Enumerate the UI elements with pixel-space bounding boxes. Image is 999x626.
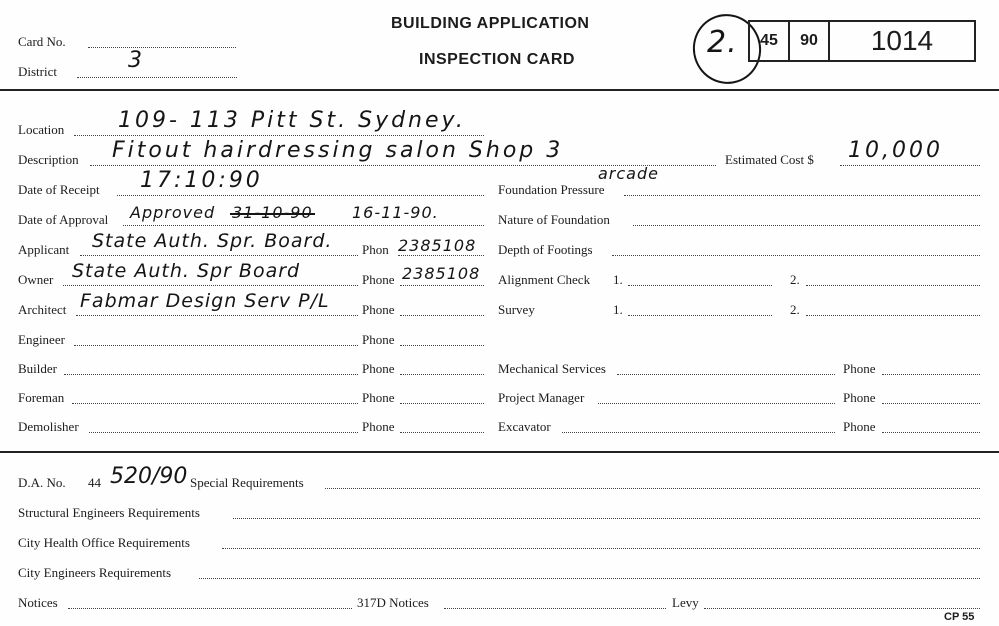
architect-phone-line xyxy=(400,315,484,316)
excavator-phone-label: Phone xyxy=(843,419,876,434)
architect-value: Fabmar Design Serv P/L xyxy=(80,290,330,312)
date-of-receipt-label: Date of Receipt xyxy=(18,182,100,197)
middle-rule xyxy=(0,451,999,453)
box-90: 90 xyxy=(788,20,830,62)
owner-phone-label: Phone xyxy=(362,272,395,287)
circled-number: 2. xyxy=(707,25,738,60)
notices-line xyxy=(68,608,352,609)
notices-317d-label: 317D Notices xyxy=(357,595,429,610)
foundation-pressure-line xyxy=(624,195,980,196)
applicant-phone-label: Phon xyxy=(362,242,389,257)
location-line xyxy=(74,135,484,136)
builder-phone-line xyxy=(400,374,484,375)
date-of-receipt-value: 17:10:90 xyxy=(140,168,263,193)
structural-requirements-line xyxy=(233,518,980,519)
owner-line xyxy=(63,285,358,286)
card-no-line xyxy=(88,47,236,48)
description-extra: arcade xyxy=(598,164,659,183)
description-value: Fitout hairdressing salon Shop 3 xyxy=(112,138,564,163)
date-of-approval-line xyxy=(123,225,484,226)
health-requirements-label: City Health Office Requirements xyxy=(18,535,190,550)
levy-label: Levy xyxy=(672,595,699,610)
location-label: Location xyxy=(18,122,65,137)
engineer-line xyxy=(74,345,358,346)
foreman-phone-label: Phone xyxy=(362,390,395,405)
mechanical-services-phone-label: Phone xyxy=(843,361,876,376)
project-manager-label: Project Manager xyxy=(498,390,585,405)
special-requirements-label: Special Requirements xyxy=(190,475,304,490)
struck-date: 31-10-90 xyxy=(232,203,313,222)
alignment-check-label: Alignment Check xyxy=(498,272,591,287)
engineer-phone-line xyxy=(400,345,484,346)
top-rule xyxy=(0,89,999,91)
health-requirements-line xyxy=(222,548,980,549)
excavator-label: Excavator xyxy=(498,419,551,434)
mechanical-services-line xyxy=(617,374,835,375)
da-prefix: 44 xyxy=(88,475,101,490)
nature-of-foundation-line xyxy=(633,225,980,226)
applicant-phone-line xyxy=(398,255,484,256)
owner-label: Owner xyxy=(18,272,54,287)
nature-of-foundation-label: Nature of Foundation xyxy=(498,212,610,227)
levy-line xyxy=(704,608,980,609)
district-line xyxy=(77,77,237,78)
approved-word: Approved xyxy=(130,203,216,222)
structural-requirements-label: Structural Engineers Requirements xyxy=(18,505,200,520)
notices-317d-line xyxy=(444,608,666,609)
estimated-cost-line xyxy=(840,165,980,166)
date-of-approval-label: Date of Approval xyxy=(18,212,109,227)
demolisher-label: Demolisher xyxy=(18,419,79,434)
mechanical-services-label: Mechanical Services xyxy=(498,361,606,376)
excavator-line xyxy=(562,432,835,433)
estimated-cost-value: 10,000 xyxy=(848,138,943,163)
applicant-value: State Auth. Spr. Board. xyxy=(92,230,333,252)
mechanical-services-phone-line xyxy=(882,374,980,375)
da-no-label: D.A. No. xyxy=(18,475,66,490)
survey-2: 2. xyxy=(790,302,800,317)
project-manager-phone-line xyxy=(882,403,980,404)
card-number-box: 1014 xyxy=(828,20,976,62)
box-45: 45 xyxy=(748,20,790,62)
alignment-check-1: 1. xyxy=(613,272,623,287)
architect-phone-label: Phone xyxy=(362,302,395,317)
architect-label: Architect xyxy=(18,302,67,317)
project-manager-line xyxy=(598,403,835,404)
alignment-check-1-line xyxy=(628,285,772,286)
date-of-receipt-line xyxy=(117,195,484,196)
builder-line xyxy=(64,374,358,375)
demolisher-line xyxy=(89,432,358,433)
title-line-1: BUILDING APPLICATION xyxy=(391,15,590,32)
project-manager-phone-label: Phone xyxy=(843,390,876,405)
survey-1-line xyxy=(628,315,772,316)
owner-phone: 2385108 xyxy=(402,264,481,283)
owner-phone-line xyxy=(400,285,484,286)
applicant-line xyxy=(80,255,358,256)
applicant-label: Applicant xyxy=(18,242,70,257)
card-no-label: Card No. xyxy=(18,34,66,49)
approval-date: 16-11-90. xyxy=(352,203,439,222)
location-value: 109- 113 Pitt St. Sydney. xyxy=(118,108,466,133)
foreman-label: Foreman xyxy=(18,390,65,405)
district-value: 3 xyxy=(128,48,145,73)
title-line-2: INSPECTION CARD xyxy=(419,51,575,68)
owner-value: State Auth. Spr Board xyxy=(72,260,301,282)
form-code: CP 55 xyxy=(944,611,975,623)
engineer-phone-label: Phone xyxy=(362,332,395,347)
notices-label: Notices xyxy=(18,595,58,610)
alignment-check-2-line xyxy=(806,285,980,286)
alignment-check-2: 2. xyxy=(790,272,800,287)
foreman-line xyxy=(72,403,358,404)
demolisher-phone-label: Phone xyxy=(362,419,395,434)
survey-1: 1. xyxy=(613,302,623,317)
district-label: District xyxy=(18,64,57,79)
applicant-phone: 2385108 xyxy=(398,236,477,255)
foreman-phone-line xyxy=(400,403,484,404)
description-label: Description xyxy=(18,152,79,167)
engineers-requirements-line xyxy=(199,578,980,579)
builder-label: Builder xyxy=(18,361,57,376)
survey-2-line xyxy=(806,315,980,316)
engineers-requirements-label: City Engineers Requirements xyxy=(18,565,172,580)
foundation-pressure-label: Foundation Pressure xyxy=(498,182,605,197)
depth-of-footings-label: Depth of Footings xyxy=(498,242,593,257)
builder-phone-label: Phone xyxy=(362,361,395,376)
architect-line xyxy=(76,315,358,316)
survey-label: Survey xyxy=(498,302,535,317)
special-requirements-line xyxy=(325,488,980,489)
excavator-phone-line xyxy=(882,432,980,433)
depth-of-footings-line xyxy=(612,255,980,256)
da-number: 520/90 xyxy=(110,464,188,489)
engineer-label: Engineer xyxy=(18,332,65,347)
estimated-cost-label: Estimated Cost $ xyxy=(725,152,814,167)
demolisher-phone-line xyxy=(400,432,484,433)
